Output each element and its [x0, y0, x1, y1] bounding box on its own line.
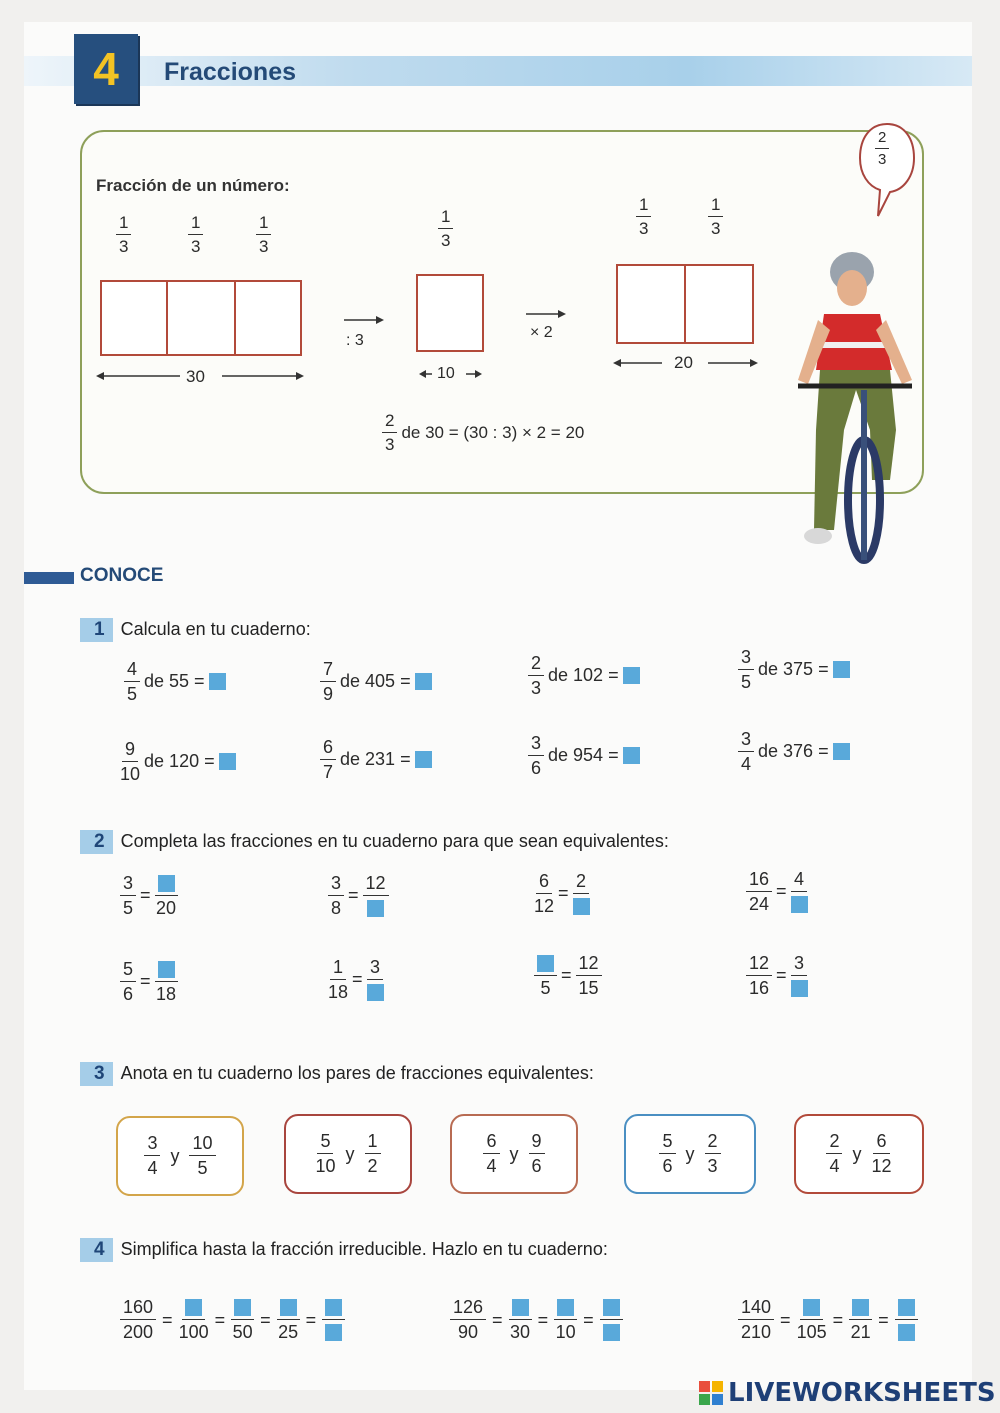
ex1-title: Calcula en tu cuaderno:	[120, 619, 311, 639]
one-third-label: $\frac{1}{3}$	[438, 208, 453, 250]
two-thirds-cell-1	[616, 264, 686, 344]
answer-blank[interactable]	[512, 1299, 529, 1316]
ex2-header	[80, 830, 669, 854]
ex1-number: 1	[80, 618, 113, 642]
answer-blank[interactable]	[898, 1299, 915, 1316]
bubble-fraction: $\frac{2}{3}$	[875, 130, 889, 168]
answer-blank[interactable]	[185, 1299, 202, 1316]
ex1-item: $\frac{6}{7}$ de 231 =	[320, 738, 432, 782]
two-thirds-cell-2	[684, 264, 754, 344]
section-label: CONOCE	[80, 565, 164, 586]
ex1-item: $\frac{4}{5}$ de 55 =	[124, 660, 226, 704]
ex4-chain: $\frac{126}{90}$ = 30 = 10 =	[450, 1298, 623, 1342]
answer-blank[interactable]	[158, 875, 175, 892]
unit-number: 4	[74, 34, 138, 104]
answer-blank[interactable]	[603, 1324, 620, 1341]
answer-blank[interactable]	[280, 1299, 297, 1316]
ex1-item: $\frac{7}{9}$ de 405 =	[320, 660, 432, 704]
whole-cell-1	[100, 280, 168, 356]
pair-box[interactable]: $\frac{3}{4}$ y $\frac{10}{5}$	[116, 1116, 244, 1196]
ex4-chain: $\frac{160}{200}$ = 100 = 50 = 25 =	[120, 1298, 345, 1342]
liveworksheets-logo-icon	[698, 1380, 724, 1406]
answer-blank[interactable]	[219, 753, 236, 770]
thirds-label-3: $\frac{1}{3}$	[256, 214, 271, 256]
ex4-header	[80, 1238, 608, 1262]
ex2-equation: $\frac{1}{18}$ = 3	[328, 958, 384, 1002]
pair-box[interactable]: $\frac{5}{6}$ y $\frac{2}{3}$	[624, 1114, 756, 1194]
pair-box[interactable]: $\frac{6}{4}$ y $\frac{9}{6}$	[450, 1114, 578, 1194]
label-20: 20	[674, 353, 693, 372]
ex2-equation: $\frac{3}{8}$ = 12	[328, 874, 389, 918]
ex1-item: $\frac{2}{3}$ de 102 =	[528, 654, 640, 698]
ex4-number: 4	[80, 1238, 113, 1262]
ex2-equation: 5 = $\frac{12}{15}$	[534, 954, 602, 998]
answer-blank[interactable]	[623, 747, 640, 764]
whole-cell-2	[166, 280, 236, 356]
pair-box[interactable]: $\frac{2}{4}$ y $\frac{6}{12}$	[794, 1114, 924, 1194]
answer-blank[interactable]	[803, 1299, 820, 1316]
answer-blank[interactable]	[623, 667, 640, 684]
answer-blank[interactable]	[367, 984, 384, 1001]
answer-blank[interactable]	[537, 955, 554, 972]
ex3-title: Anota en tu cuaderno los pares de fracciones equivalentes:	[120, 1063, 594, 1083]
answer-blank[interactable]	[415, 751, 432, 768]
answer-blank[interactable]	[898, 1324, 915, 1341]
ex2-equation: $\frac{5}{6}$ = 18	[120, 960, 178, 1004]
whole-cell-3	[234, 280, 302, 356]
third-cell	[416, 274, 484, 352]
concept-title: Fracción de un número:	[96, 176, 290, 195]
thirds-label-2: $\frac{1}{3}$	[188, 214, 203, 256]
formula: $\frac{2}{3}$ de 30 = (30 : 3) × 2 = 20	[382, 412, 584, 454]
answer-blank[interactable]	[833, 743, 850, 760]
watermark-text: LIVEWORKSHEETS	[728, 1378, 996, 1408]
ex2-equation: $\frac{12}{16}$ = 3	[746, 954, 808, 998]
ex3-number: 3	[80, 1062, 113, 1086]
answer-blank[interactable]	[367, 900, 384, 917]
two-thirds-label-1: $\frac{1}{3}$	[636, 196, 651, 238]
boy-on-bicycle-illustration	[780, 230, 930, 570]
multiply-arrow	[524, 308, 568, 320]
pair-box[interactable]: $\frac{5}{10}$ y $\frac{1}{2}$	[284, 1114, 412, 1194]
worksheet-page	[24, 22, 972, 1390]
ex1-item: $\frac{3}{6}$ de 954 =	[528, 734, 640, 778]
answer-blank[interactable]	[325, 1299, 342, 1316]
two-thirds-label-2: $\frac{1}{3}$	[708, 196, 723, 238]
answer-blank[interactable]	[573, 898, 590, 915]
ex1-item: $\frac{9}{10}$ de 120 =	[120, 740, 236, 784]
ex4-title: Simplifica hasta la fracción irreducible. Hazlo en tu cuaderno:	[120, 1239, 608, 1259]
ex2-equation: $\frac{3}{5}$ = 20	[120, 874, 178, 918]
ex2-number: 2	[80, 830, 113, 854]
answer-blank[interactable]	[234, 1299, 251, 1316]
answer-blank[interactable]	[603, 1299, 620, 1316]
answer-blank[interactable]	[852, 1299, 869, 1316]
ex2-title: Completa las fracciones en tu cuaderno para que sean equivalentes:	[120, 831, 669, 851]
answer-blank[interactable]	[325, 1324, 342, 1341]
page-title: Fracciones	[164, 58, 297, 86]
answer-blank[interactable]	[415, 673, 432, 690]
ex1-item: $\frac{3}{5}$ de 375 =	[738, 648, 850, 692]
ex2-equation: $\frac{6}{12}$ = 2	[534, 872, 590, 916]
ex4-chain: $\frac{140}{210}$ = 105 = 21 =	[738, 1298, 918, 1342]
op-divide: : 3	[346, 332, 364, 349]
ex3-header	[80, 1062, 594, 1086]
divide-arrow	[342, 314, 386, 326]
ex2-equation: $\frac{16}{24}$ = 4	[746, 870, 808, 914]
ex1-header	[80, 618, 311, 642]
watermark	[698, 1378, 996, 1408]
answer-blank[interactable]	[557, 1299, 574, 1316]
answer-blank[interactable]	[158, 961, 175, 978]
answer-blank[interactable]	[791, 896, 808, 913]
answer-blank[interactable]	[791, 980, 808, 997]
label-10: 10	[437, 365, 455, 382]
label-30: 30	[186, 367, 205, 386]
thirds-label-1: $\frac{1}{3}$	[116, 214, 131, 256]
answer-blank[interactable]	[833, 661, 850, 678]
op-multiply: × 2	[530, 324, 553, 341]
answer-blank[interactable]	[209, 673, 226, 690]
section-bar	[24, 572, 74, 584]
ex1-item: $\frac{3}{4}$ de 376 =	[738, 730, 850, 774]
